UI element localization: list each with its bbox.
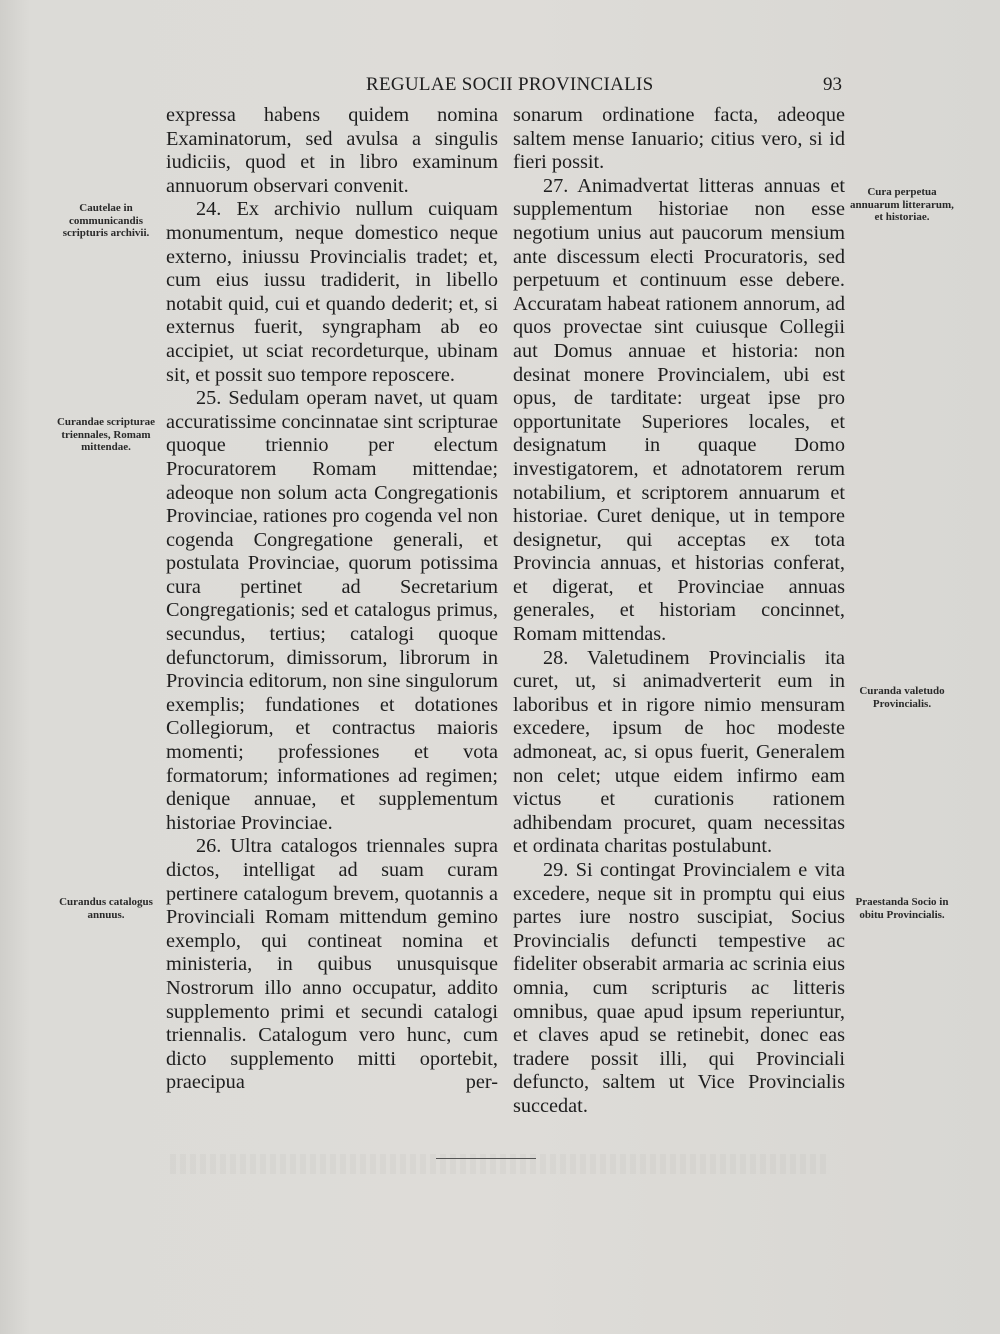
right-column <box>513 104 845 1119</box>
margin-note: Cautelae in communicandis scripturis archivii. <box>62 202 150 239</box>
bleed-through-text <box>170 1154 830 1174</box>
margin-note: Cura perpetua annuarum litterarum, et historiae. <box>850 186 954 223</box>
margin-note: Curandae scripturae triennales, Romam mittendae. <box>56 416 156 453</box>
paragraph: sonarum ordinatione facta, adeoque saltem mense Ianuario; citius vero, si id fieri possit. <box>513 104 845 174</box>
left-column <box>166 104 498 1095</box>
footer-rule <box>436 1158 536 1159</box>
page-number: 93 <box>823 74 842 95</box>
page-header <box>0 72 1000 102</box>
margin-note: Praestanda Socio in obitu Provincialis. <box>855 896 949 921</box>
margin-note: Curandus catalogus annuus. <box>59 896 153 921</box>
paragraph: 27. Animadvertat litteras annuas et supplementum historiae non esse negotium unius aut paucorum mensium ante discessum electi Procuratoris, sed perpetuum et continuum esse debere. Accuratam habeat rationem annorum, ad quos provectae sint cuiusque Collegii aut Domus annuae et historia: non desinat monere Provincialem, ubi est opus, de tarditate: urgeat ipse pro opportunitate Superiores locales, et designatum in quaque Domo investigatorem, et adnotatorem rerum notabilium, et scriptorem annuarum et historiae. Curet denique, ut in tempore designetur, qui acceptas ex tota Provincia annuas, et historias conferat, et digerat, et Provinciae annuas generales, et historiam concinnet, Romam mittendas. <box>513 174 845 646</box>
margin-note: Curanda valetudo Provincialis. <box>859 685 945 710</box>
paragraph: 26. Ultra catalogos triennales supra dictos, intelligat ad suam curam pertinere catalogum brevem, quotannis a Provinciali Romam mittendum gemino exemplo, qui contineat nomina et ministeria, in quibus unusquisque Nostrorum illo anno occupatur, addito supplemento primi et secundi catalogi triennalis. Catalogum vero hunc, cum dicto supplemento mitti oportebit, praecipua per- <box>166 835 498 1094</box>
paragraph: 24. Ex archivio nullum cuiquam monumentum, neque domestico neque externo, iniussu Provincialis tradet; et, cum eius iussu tradiderit, in libello notabit quid, cui et quando dederit; et, si externus fuerit, syngrapham ab eo accipiet, ut sciat recordeturque, ubinam sit, et possit suo tempore reposcere. <box>166 198 498 386</box>
paragraph: 25. Sedulam operam navet, ut quam accuratissime concinnatae sint scripturae quoque triennio per electum Procuratorem Romam mittendae; adeoque non solum acta Congregationis Provinciae, rationes pro cogenda vel non cogenda Congregatione generali, et postulata Provinciae, quorum potissima cura pertinet ad Secretarium Congregationis; sed et catalogus primus, secundus, tertius; catalogi quoque defunctorum, dimissorum, librorum in Provincia editorum, non sine singulorum exemplis; fundationes et dotationes Collegiorum, et contractus maioris momenti; professiones et vota formatorum; informationes ad regimen; denique annuae, et supplementum historiae Provinciae. <box>166 387 498 834</box>
paragraph: expressa habens quidem nomina Examinatorum, sed avulsa a singulis iudiciis, quod et in libro examinum annuorum observari convenit. <box>166 104 498 197</box>
running-title: REGULAE SOCII PROVINCIALIS <box>366 74 654 95</box>
paragraph: 29. Si contingat Provincialem e vita excedere, neque sit in promptu qui eius partes iure nostro suscipiat, Socius Provincialis defuncti tempestive ac fideliter obserabit armaria ac scrinia eius omnia, cum scripturis ac litteris omnibus, quae apud ipsum reperiuntur, et claves apud se retinebit, donec eas tradere possit illi, qui Provinciali defuncto, saltem ut Vice Provincialis succedat. <box>513 859 845 1117</box>
paragraph: 28. Valetudinem Provincialis ita curet, ut, si animadverterit eum in laboribus et in rigore nimio mensuram excedere, ipsum de hoc modeste admoneat, ac, si opus fuerit, Generalem non celet; utque eidem infirmo eam victus et curationis rationem adhibendam procuret, quam necessitas et ordinata charitas postulabunt. <box>513 646 845 858</box>
